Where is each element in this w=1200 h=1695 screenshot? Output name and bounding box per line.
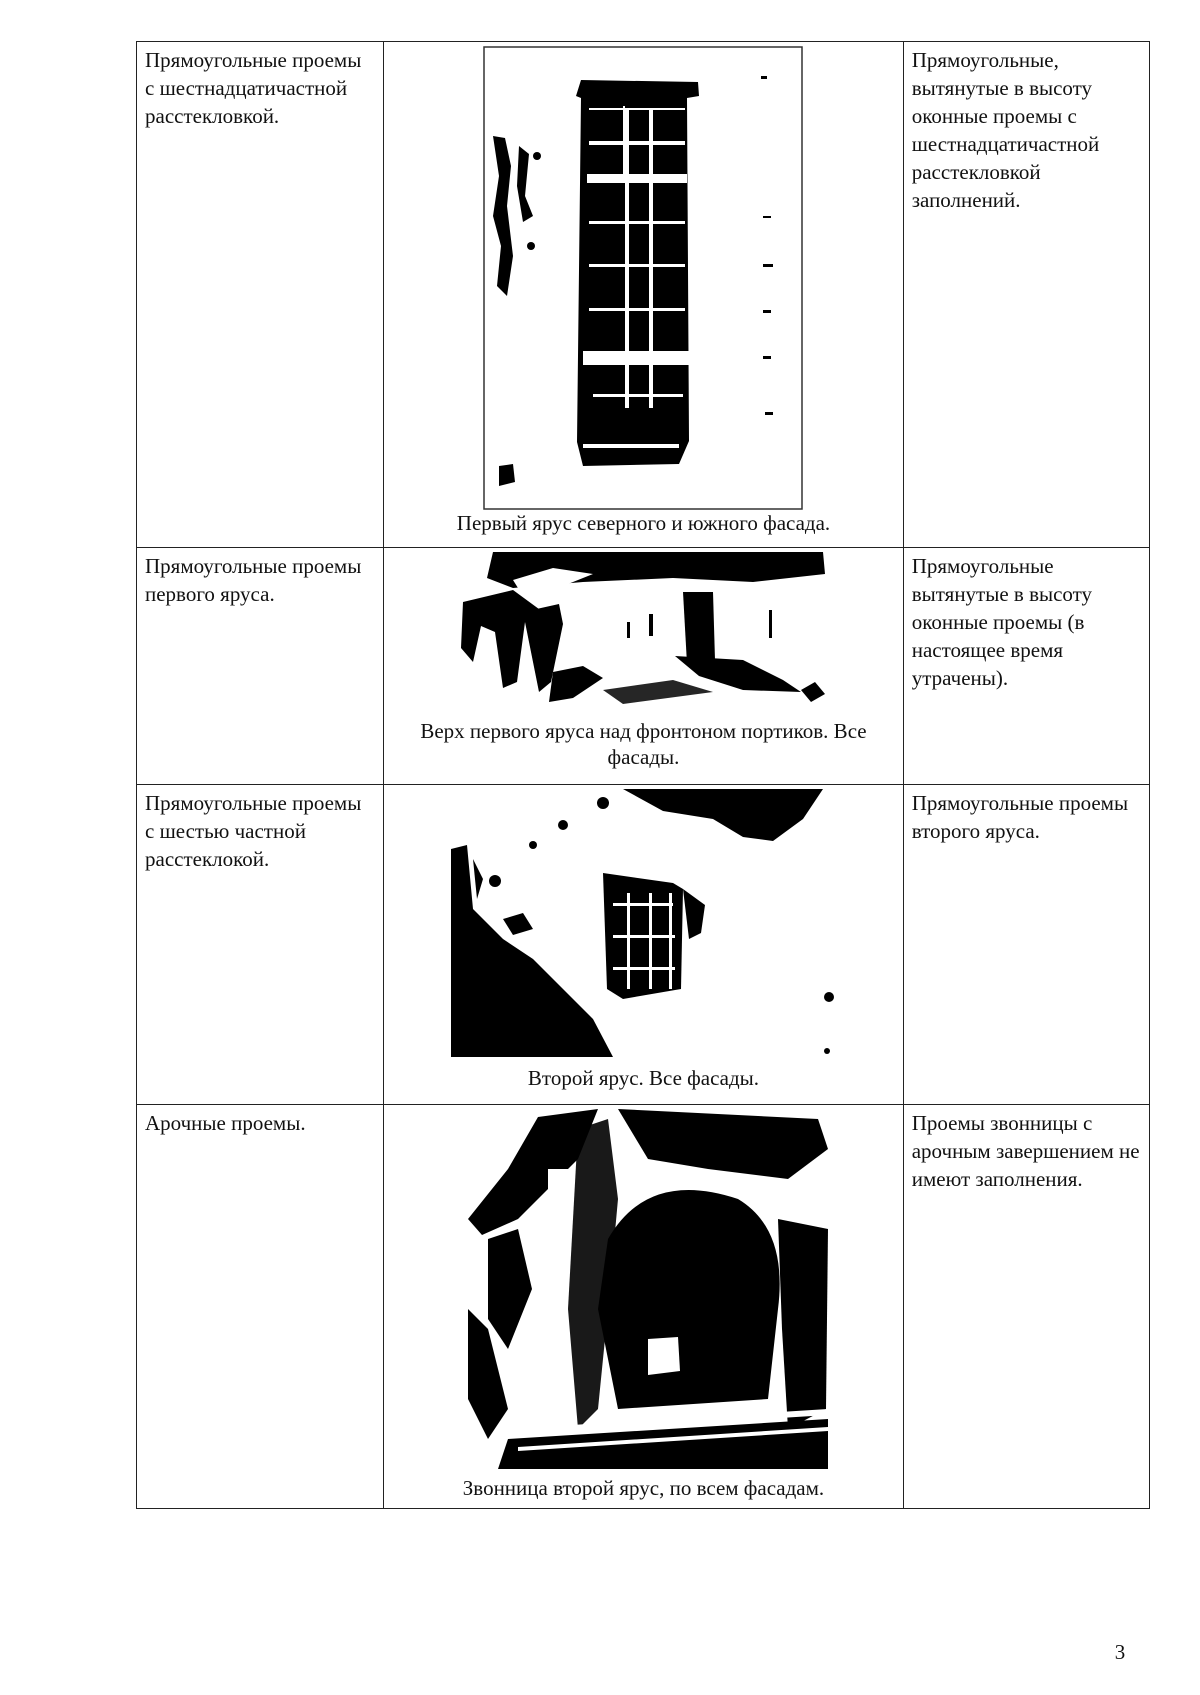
row-3-caption: Второй ярус. Все фасады. bbox=[527, 1066, 760, 1090]
table-row bbox=[137, 42, 1150, 548]
row-4-description-cell bbox=[137, 1105, 384, 1509]
row-2-description-cell bbox=[137, 548, 384, 785]
row-2-photo-cell bbox=[384, 548, 904, 785]
row-4-caption: Звонница второй ярус, по всем фасадам. bbox=[462, 1476, 825, 1500]
row-3-description-cell bbox=[137, 785, 384, 1105]
photo-belfry bbox=[448, 1109, 838, 1469]
photo-second-tier bbox=[443, 789, 843, 1057]
row-3-note: Прямоугольные проемы второго яруса. bbox=[911, 791, 1129, 843]
row-4-note-cell bbox=[903, 1105, 1149, 1509]
row-3-note-cell bbox=[903, 785, 1149, 1105]
table-row bbox=[137, 548, 1150, 785]
photo-tall-window bbox=[483, 46, 803, 510]
row-3-photo-cell bbox=[384, 785, 904, 1105]
table-row bbox=[137, 1105, 1150, 1509]
openings-table bbox=[136, 41, 1150, 1509]
row-4-description: Арочные проемы. bbox=[145, 1111, 306, 1135]
row-2-note: Прямоугольные вытянутые в высоту оконные проемы (в настоящее время утрачены). bbox=[911, 554, 1093, 690]
row-4-note: Проемы звонницы с арочным завершением не имеют заполнения. bbox=[911, 1111, 1140, 1191]
row-2-note-cell bbox=[903, 548, 1149, 785]
row-1-note-cell bbox=[903, 42, 1149, 548]
row-2-description: Прямоугольные проемы первого яруса. bbox=[145, 554, 362, 606]
row-2-caption: Верх первого яруса над фронтоном портиков. Все фасады. bbox=[420, 719, 867, 769]
photo-upper-first-tier bbox=[453, 552, 833, 712]
row-1-description-cell bbox=[137, 42, 384, 548]
row-4-photo-cell bbox=[384, 1105, 904, 1509]
row-1-description: Прямоугольные проемы с шестнадцатичастной расстекловкой. bbox=[145, 48, 362, 128]
page-number: 3 bbox=[1114, 1640, 1126, 1664]
row-1-photo-cell bbox=[384, 42, 904, 548]
row-1-caption: Первый ярус северного и южного фасада. bbox=[456, 511, 831, 535]
row-1-note: Прямоугольные, вытянутые в высоту оконные проемы с шестнадцатичастной расстекловкой заполнений. bbox=[911, 48, 1100, 212]
row-3-description: Прямоугольные проемы с шестью частной расстеклокой. bbox=[145, 791, 362, 871]
table-row bbox=[137, 785, 1150, 1105]
